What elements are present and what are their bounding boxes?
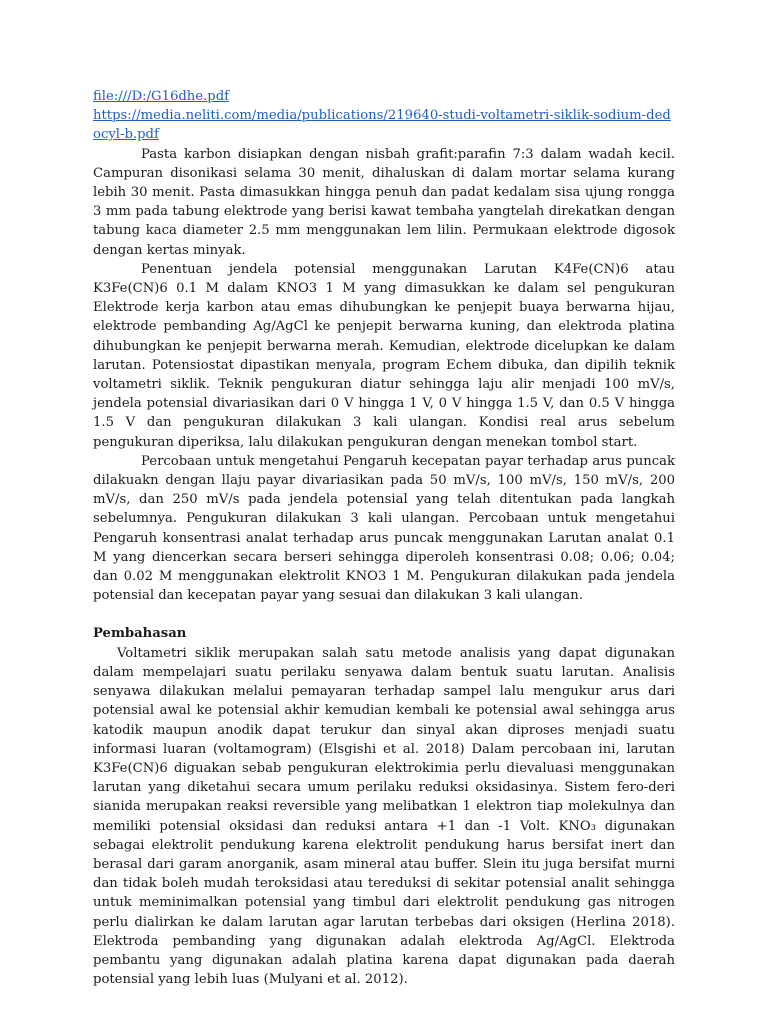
paragraph-carbon-paste: Pasta karbon disiapkan dengan nisbah grafit:parafin 7:3 dalam wadah kecil. Campuran disonikasi selama 30 menit, dihaluskan di dalam mortar selama kurang lebih 30 menit. Pasta dimasukkan hingga penuh dan padat kedalam sisa ujung rongga 3 mm pada tabung elektrode yang berisi kawat tembaha yangtelah direkatkan dengan tabung kaca diameter 2.5 mm menggunakan lem lilin. Permukaan elektrode digosok dengan kertas minyak. <box>93 146 675 258</box>
publication-link[interactable]: https://media.neliti.com/media/publications/219640-studi-voltametri-siklik-sodium-dedocyl-b.pdf <box>93 108 671 143</box>
paragraph-scan-rate: Percobaan untuk mengetahui Pengaruh kecepatan payar terhadap arus puncak dilakuakn dengan llaju payar divariasikan pada 50 mV/s, 100 mV/s, 150 mV/s, 200 mV/s, dan 250 mV/s pada jendela potensial yang telah ditentukan pada langkah sebelumnya. Pengukuran dilakukan 3 kali ulangan. Percobaan untuk mengetahui Pengaruh konsentrasi analat terhadap arus puncak menggunakan Larutan analat 0.1 M yang diencerkan secara berseri sehingga diperoleh konsentrasi 0.08; 0.06; 0.04; dan 0.02 M menggunakan elektrolit KNO3 1 M. Pengukuran dilakukan pada jendela potensial dan kecepatan payar yang sesuai dan dilakukan 3 kali ulangan. <box>93 453 675 604</box>
document-page <box>93 87 675 989</box>
paragraph-discussion: Voltametri siklik merupakan salah satu metode analisis yang dapat digunakan dalam mempelajari suatu perilaku senyawa dalam bentuk suatu larutan. Analisis senyawa dilakukan melalui pemayaran terhadap sampel lalu mengukur arus dari potensial awal ke potensial akhir kemudian kembali ke potensial awal sehingga arus katodik maupun anodik dapat terukur dan sinyal akan diproses menjadi suatu informasi luaran (voltamogram) (Elsgishi et al. 2018) Dalam percobaan ini, larutan K3Fe(CN)6 diguakan sebab pengukuran elektrokimia perlu dievaluasi menggunakan larutan yang diketahui secara umum perilaku reduksi oksidasinya. Sistem fero-deri sianida merupakan reaksi reversible yang melibatkan 1 elektron tiap molekulnya dan memiliki potensial oksidasi dan reduksi antara +1 dan -1 Volt. KNO₃ digunakan sebagai elektrolit pendukung karena elektrolit pendukung harus bersifat inert dan berasal dari garam anorganik, asam mineral atau buffer. Slein itu juga bersifat murni dan tidak boleh mudah teroksidasi atau tereduksi di sekitar potensial analit sehingga untuk meminimalkan potensial yang timbul dari elektrolit pendukung gas nitrogen perlu dialirkan ke dalam larutan agar larutan terbebas dari oksigen (Herlina 2018). Elektroda pembanding yang digunakan adalah elektroda Ag/AgCl. Elektroda pembantu yang digunakan adalah platina karena dapat digunakan pada daerah potensial yang lebih luas (Mulyani et al. 2012). <box>93 645 675 988</box>
paragraph-potential-window: Penentuan jendela potensial menggunakan Larutan K4Fe(CN)6 atau K3Fe(CN)6 0.1 M dalam KNO3 1 M yang dimasukkan ke dalam sel pengukuran Elektrode kerja karbon atau emas dihubungkan ke penjepit buaya berwarna hijau, elektrode pembanding Ag/AgCl ke penjepit berwarna kuning, dan elektroda platina dihubungkan ke penjepit berwarna merah. Kemudian, elektrode dicelupkan ke dalam larutan. Potensiostat dipastikan menyala, program Echem dibuka, dan dipilih teknik voltametri siklik. Teknik pengukuran diatur sehingga laju alir menjadi 100 mV/s, jendela potensial divariasikan dari 0 V hingga 1 V, 0 V hingga 1.5 V, dan 0.5 V hingga 1.5 V dan pengukuran dilakukan 3 kali ulangan. Kondisi real arus sebelum pengukuran diperiksa, lalu dilakukan pengukuran dengan menekan tombol start. <box>93 261 675 450</box>
section-heading: Pembahasan <box>93 626 187 642</box>
file-link[interactable]: file:///D:/G16dhe.pdf <box>93 89 230 104</box>
